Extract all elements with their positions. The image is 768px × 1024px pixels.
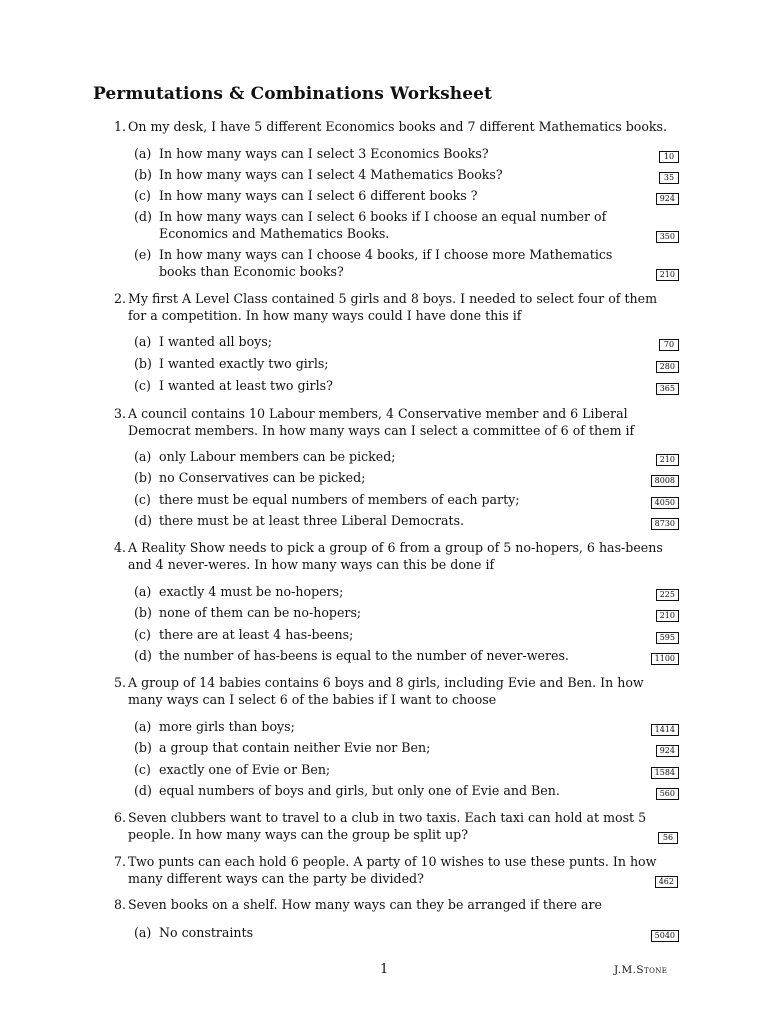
answer-box: 70 — [659, 339, 679, 351]
part-text: more girls than boys; — [159, 719, 295, 734]
part-text: In how many ways can I select 6 books if I choose an equal number of Economics and Mathematics Books. — [159, 209, 607, 241]
part-2a — [134, 333, 679, 350]
part-4c — [134, 626, 679, 643]
question-1 — [108, 118, 678, 135]
part-label: (c) — [134, 627, 151, 642]
question-text: A council contains 10 Labour members, 4 Conservative member and 6 Liberal Democrat members. In how many ways can I select a committee of 6 of them if — [128, 406, 635, 438]
answer-box: 350 — [656, 231, 679, 243]
answer-box: 10 — [659, 151, 679, 163]
question-number: 8. — [113, 897, 126, 912]
part-text: none of them can be no-hopers; — [159, 605, 362, 620]
question-text: A Reality Show needs to pick a group of 6 from a group of 5 no-hopers, 6 has-beens and 4 never-weres. In how many ways can this be done if — [128, 540, 663, 572]
part-label: (d) — [134, 513, 152, 528]
part-text: equal numbers of boys and girls, but only one of Evie and Ben. — [159, 783, 560, 798]
part-label: (a) — [134, 146, 152, 161]
part-text: I wanted at least two girls? — [159, 378, 333, 393]
part-label: (d) — [134, 209, 152, 224]
part-text: In how many ways can I select 6 different books ? — [159, 188, 478, 203]
part-text: exactly one of Evie or Ben; — [159, 762, 331, 777]
question-text: My first A Level Class contained 5 girls and 8 boys. I needed to select four of them for a competition. In how many ways could I have done this if — [128, 291, 658, 323]
answer-box: 5040 — [651, 930, 679, 942]
part-1b — [134, 166, 679, 183]
answer-box: 560 — [656, 788, 679, 800]
answer-box: 1584 — [651, 767, 679, 779]
question-number: 7. — [113, 854, 126, 869]
part-5a — [134, 718, 679, 735]
part-label: (d) — [134, 648, 152, 663]
part-label: (b) — [134, 356, 152, 371]
question-text: Two punts can each hold 6 people. A party of 10 wishes to use these punts. In how many different ways can the party be divided? — [128, 854, 657, 886]
part-label: (e) — [134, 247, 152, 262]
part-label: (a) — [134, 334, 152, 349]
answer-box: 4050 — [651, 497, 679, 509]
part-text: In how many ways can I choose 4 books, if I choose more Mathematics books than Economic books? — [159, 247, 613, 279]
part-2c — [134, 377, 679, 394]
part-label: (b) — [134, 167, 152, 182]
question-3 — [108, 405, 678, 439]
part-label: (a) — [134, 925, 152, 940]
part-text: I wanted exactly two girls; — [159, 356, 329, 371]
part-label: (c) — [134, 492, 151, 507]
question-number: 3. — [113, 406, 126, 421]
answer-box: 210 — [656, 610, 679, 622]
answer-box: 8730 — [651, 518, 679, 530]
answer-box: 280 — [656, 361, 679, 373]
part-text: only Labour members can be picked; — [159, 449, 396, 464]
question-4 — [108, 539, 678, 573]
question-number: 6. — [113, 810, 126, 825]
part-text: no Conservatives can be picked; — [159, 470, 366, 485]
question-number: 1. — [113, 119, 126, 134]
part-5c — [134, 761, 679, 778]
part-1e — [134, 246, 679, 280]
part-4a — [134, 583, 679, 600]
part-text: there must be at least three Liberal Democrats. — [159, 513, 465, 528]
answer-box: 1100 — [651, 653, 679, 665]
part-label: (a) — [134, 449, 152, 464]
question-8 — [108, 896, 678, 913]
answer-box: 56 — [658, 832, 678, 844]
part-1d — [134, 208, 679, 242]
question-number: 2. — [113, 291, 126, 306]
part-text: exactly 4 must be no-hopers; — [159, 584, 344, 599]
part-label: (b) — [134, 740, 152, 755]
part-label: (c) — [134, 378, 151, 393]
answer-box: 365 — [656, 383, 679, 395]
answer-box: 462 — [655, 876, 678, 888]
part-3a — [134, 448, 679, 465]
part-label: (a) — [134, 584, 152, 599]
part-text: there are at least 4 has-beens; — [159, 627, 354, 642]
part-4d — [134, 647, 679, 664]
part-4b — [134, 604, 679, 621]
answer-box: 1414 — [651, 724, 679, 736]
question-7 — [108, 853, 678, 887]
answer-box: 924 — [656, 745, 679, 757]
page-number: 1 — [380, 962, 389, 977]
part-text: I wanted all boys; — [159, 334, 272, 349]
answer-box: 210 — [656, 269, 679, 281]
author-name: J.M.Stone — [614, 964, 668, 976]
part-text: No constraints — [159, 925, 254, 940]
part-label: (d) — [134, 783, 152, 798]
part-label: (b) — [134, 470, 152, 485]
question-6 — [108, 809, 678, 843]
question-text: Seven clubbers want to travel to a club in two taxis. Each taxi can hold at most 5 people. In how many ways can the group be split up? — [128, 810, 647, 842]
part-3d — [134, 512, 679, 529]
question-number: 5. — [113, 675, 126, 690]
part-2b — [134, 355, 679, 372]
part-3c — [134, 491, 679, 508]
answer-box: 210 — [656, 454, 679, 466]
answer-box: 924 — [656, 193, 679, 205]
question-text: On my desk, I have 5 different Economics books and 7 different Mathematics books. — [128, 119, 668, 134]
part-1c — [134, 187, 679, 204]
question-5 — [108, 674, 678, 708]
question-2 — [108, 290, 678, 324]
question-text: Seven books on a shelf. How many ways can they be arranged if there are — [128, 897, 602, 912]
question-text: A group of 14 babies contains 6 boys and 8 girls, including Evie and Ben. In how many ways can I select 6 of the babies if I want to choose — [128, 675, 644, 707]
answer-box: 35 — [659, 172, 679, 184]
part-1a — [134, 145, 679, 162]
answer-box: 225 — [656, 589, 679, 601]
part-3b — [134, 469, 679, 486]
part-text: the number of has-beens is equal to the number of never-weres. — [159, 648, 569, 663]
part-label: (c) — [134, 188, 151, 203]
part-label: (b) — [134, 605, 152, 620]
answer-box: 595 — [656, 632, 679, 644]
part-label: (a) — [134, 719, 152, 734]
part-text: In how many ways can I select 3 Economics Books? — [159, 146, 489, 161]
answer-box: 8008 — [651, 475, 679, 487]
page-title: Permutations & Combinations Worksheet — [93, 84, 493, 104]
part-text: a group that contain neither Evie nor Ben; — [159, 740, 431, 755]
part-5b — [134, 739, 679, 756]
part-8a — [134, 924, 679, 941]
part-text: In how many ways can I select 4 Mathematics Books? — [159, 167, 503, 182]
question-number: 4. — [113, 540, 126, 555]
part-label: (c) — [134, 762, 151, 777]
part-text: there must be equal numbers of members of each party; — [159, 492, 520, 507]
part-5d — [134, 782, 679, 799]
